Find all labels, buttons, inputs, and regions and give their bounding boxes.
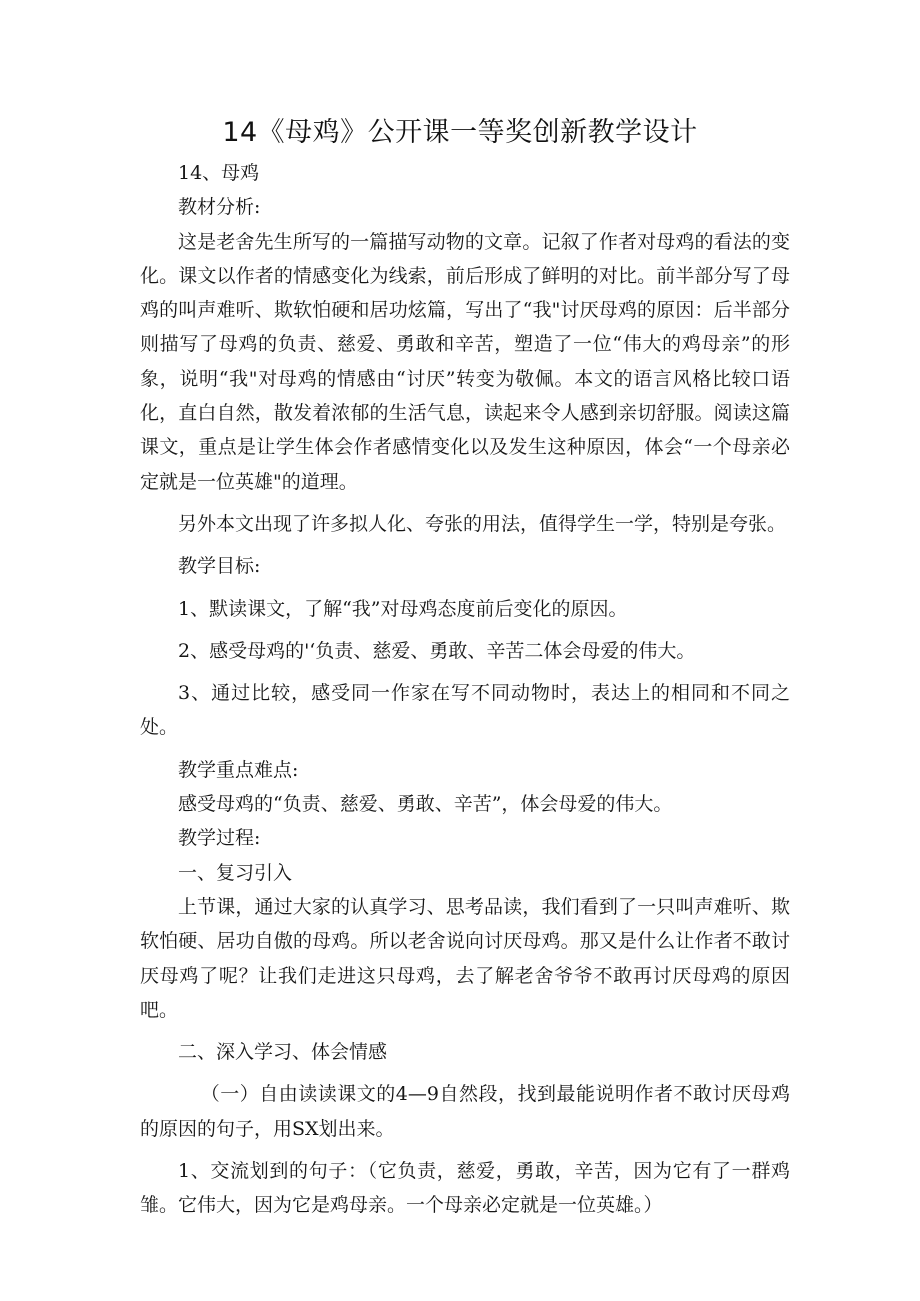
analysis-paragraph-extra: 另外本文出现了许多拟人化、夸张的用法，值得学生一学，特别是夸张。: [178, 512, 787, 535]
process-step-1-paragraph: 上节课，通过大家的认真学习、思考品读，我们看到了一只叫声难听、欺软怕硬、居功自傲的母鸡。所以老舍说向讨厌母鸡。那又是什么让作者不敢讨厌母鸡了呢？让我们走进这只母鸡，去了解老舍爷爷不敢再讨厌母鸡的原因吧。: [140, 895, 790, 1021]
goal-item-2: 2、感受母鸡的'‘负责、慈爱、勇敢、辛苦二体会母爱的伟大。: [178, 639, 696, 662]
process-step-2-heading: 二、深入学习、体会情感: [178, 1041, 388, 1064]
process-substep-1-item-1: 1、交流划到的句子：（它负责，慈爱，勇敢，辛苦，因为它有了一群鸡雏。它伟大，因为它是鸡母亲。一个母亲必定就是一位英雄。）: [140, 1160, 790, 1217]
section-heading-key-points: 教学重点难点:: [178, 758, 299, 781]
goal-item-1: 1、默读课文，了解“我”对母鸡态度前后变化的原因。: [178, 597, 628, 620]
goal-item-3: 3、通过比较，感受同一作家在写不同动物时，表达上的相同和不同之处。: [140, 682, 790, 739]
process-step-1-heading: 一、复习引入: [178, 861, 293, 884]
document-title: 14《母鸡》公开课一等奖创新教学设计: [222, 117, 698, 148]
lesson-heading: 14、母鸡: [178, 162, 260, 184]
key-points-paragraph: 感受母鸡的“负责、慈爱、勇敢、辛苦”，体会母爱的伟大。: [178, 793, 673, 816]
section-heading-process: 教学过程:: [178, 827, 261, 850]
document-body: [140, 156, 790, 1223]
section-heading-analysis: 教材分析:: [178, 196, 261, 219]
process-substep-1: （一）自由读读课文的4—9自然段，找到最能说明作者不敢讨厌母鸡的原因的句子，用SX划出来。: [140, 1083, 790, 1140]
section-heading-goals: 教学目标:: [178, 555, 261, 578]
analysis-paragraph: 这是老舍先生所写的一篇描写动物的文章。记叙了作者对母鸡的看法的变化。课文以作者的情感变化为线索，前后形成了鲜明的对比。前半部分写了母鸡的叫声难听、欺软怕硬和居功炫篇，写出了“我"讨厌母鸡的原因：后半部分则描写了母鸡的负责、慈爱、勇敢和辛苦，塑造了一位“伟大的鸡母亲”的形象，说明“我"对母鸡的情感由“讨厌”转变为敬佩。本文的语言风格比较口语化，直白自然，散发着浓郁的生活气息，读起来令人感到亲切舒服。阅读这篇课文，重点是让学生体会作者感情变化以及发生这种原因，体会“一个母亲必定就是一位英雄"的道理。: [140, 230, 790, 493]
